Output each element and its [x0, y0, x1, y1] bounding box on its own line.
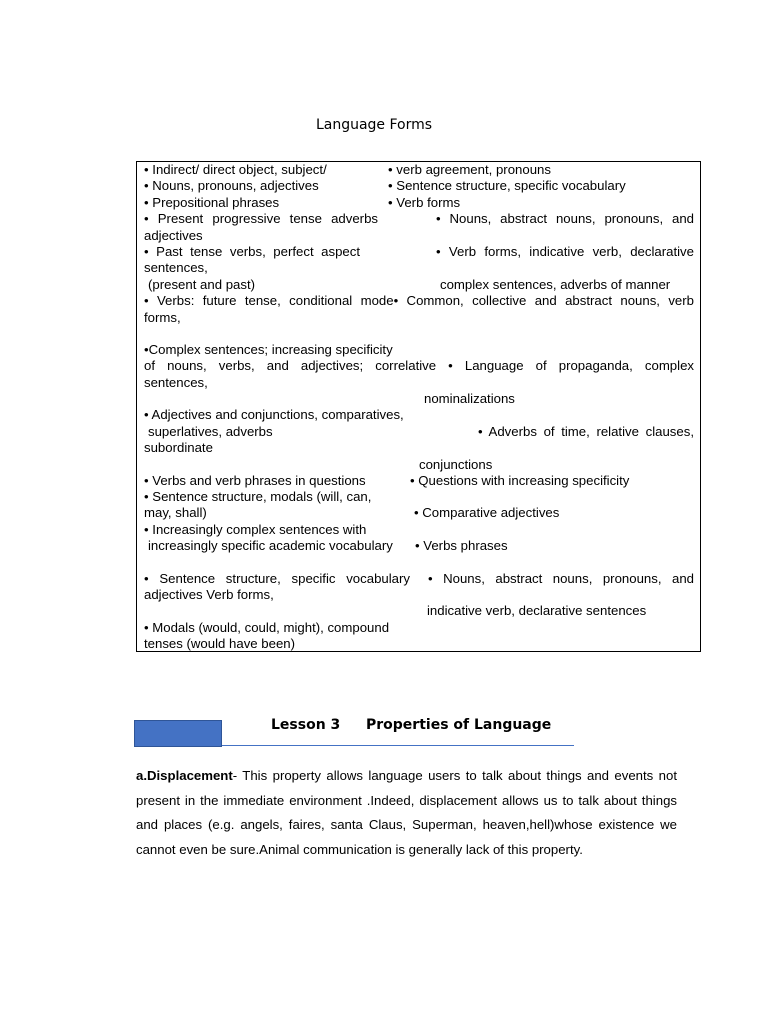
list-item: • Comparative adjectives: [414, 505, 560, 520]
list-item: forms,: [144, 310, 181, 325]
displacement-term: a.Displacement: [136, 768, 233, 783]
list-item: • Nouns, abstract nouns, pronouns, and: [436, 211, 694, 226]
list-item: • Increasingly complex sentences with: [144, 522, 367, 537]
list-item: • Indirect/ direct object, subject/: [144, 162, 327, 177]
displacement-text: - This property allows language users to talk about things and events not present in the immediate environment .Indeed, displacement allows us to talk about things and places (e.g. angels, faires, santa Claus, Superman, heaven,hell)whose existence we cannot even be sure.Animal communication is generally lack of this property.: [136, 768, 677, 857]
list-item: • verb agreement, pronouns: [388, 162, 551, 177]
list-item: of nouns, verbs, and adjectives; correlative • Language of propaganda, complex: [144, 358, 694, 373]
list-item: • Sentence structure, specific vocabulary: [388, 178, 626, 193]
list-item: adjectives Verb forms,: [144, 587, 274, 602]
lesson-accent-block: [134, 720, 222, 747]
page-title: Language Forms: [315, 117, 433, 133]
list-item: increasingly specific academic vocabulary: [148, 538, 393, 553]
list-item: indicative verb, declarative sentences: [427, 603, 647, 618]
list-item: •Complex sentences; increasing specificity: [144, 342, 393, 357]
list-item: • Questions with increasing specificity: [410, 473, 630, 488]
displacement-paragraph: [136, 764, 677, 862]
list-item: • Prepositional phrases: [144, 195, 280, 210]
list-item: tenses (would have been): [144, 636, 296, 651]
list-item: (present and past): [148, 277, 256, 292]
list-item: • Modals (would, could, might), compound: [144, 620, 390, 635]
list-item: adjectives: [144, 228, 203, 243]
list-item: • Verbs: future tense, conditional mode• Common, collective and abstract nouns, verb: [144, 293, 694, 308]
list-item: • Present progressive tense adverbs: [144, 211, 378, 226]
lesson-underline: [222, 745, 574, 746]
list-item: • Verb forms: [388, 195, 461, 210]
list-item: • Verb forms, indicative verb, declarative: [436, 244, 694, 259]
list-item: sentences,: [144, 260, 208, 275]
list-item: conjunctions: [419, 457, 493, 472]
list-item: superlatives, adverbs: [148, 424, 273, 439]
list-item: • Past tense verbs, perfect aspect: [144, 244, 360, 259]
list-item: • Verbs phrases: [415, 538, 508, 553]
list-item: sentences,: [144, 375, 208, 390]
lesson-title: Properties of Language: [366, 717, 552, 733]
list-item: • Sentence structure, specific vocabulary: [144, 571, 410, 586]
list-item: • Adjectives and conjunctions, comparatives,: [144, 407, 404, 422]
list-item: subordinate: [144, 440, 213, 455]
lesson-number: Lesson 3: [271, 717, 341, 733]
list-item: • Adverbs of time, relative clauses,: [478, 424, 694, 439]
list-item: nominalizations: [424, 391, 515, 406]
list-item: • Nouns, pronouns, adjectives: [144, 178, 319, 193]
list-item: may, shall): [144, 505, 207, 520]
list-item: complex sentences, adverbs of manner: [440, 277, 671, 292]
list-item: • Sentence structure, modals (will, can,: [144, 489, 372, 504]
list-item: • Verbs and verb phrases in questions: [144, 473, 366, 488]
list-item: • Nouns, abstract nouns, pronouns, and: [428, 571, 694, 586]
